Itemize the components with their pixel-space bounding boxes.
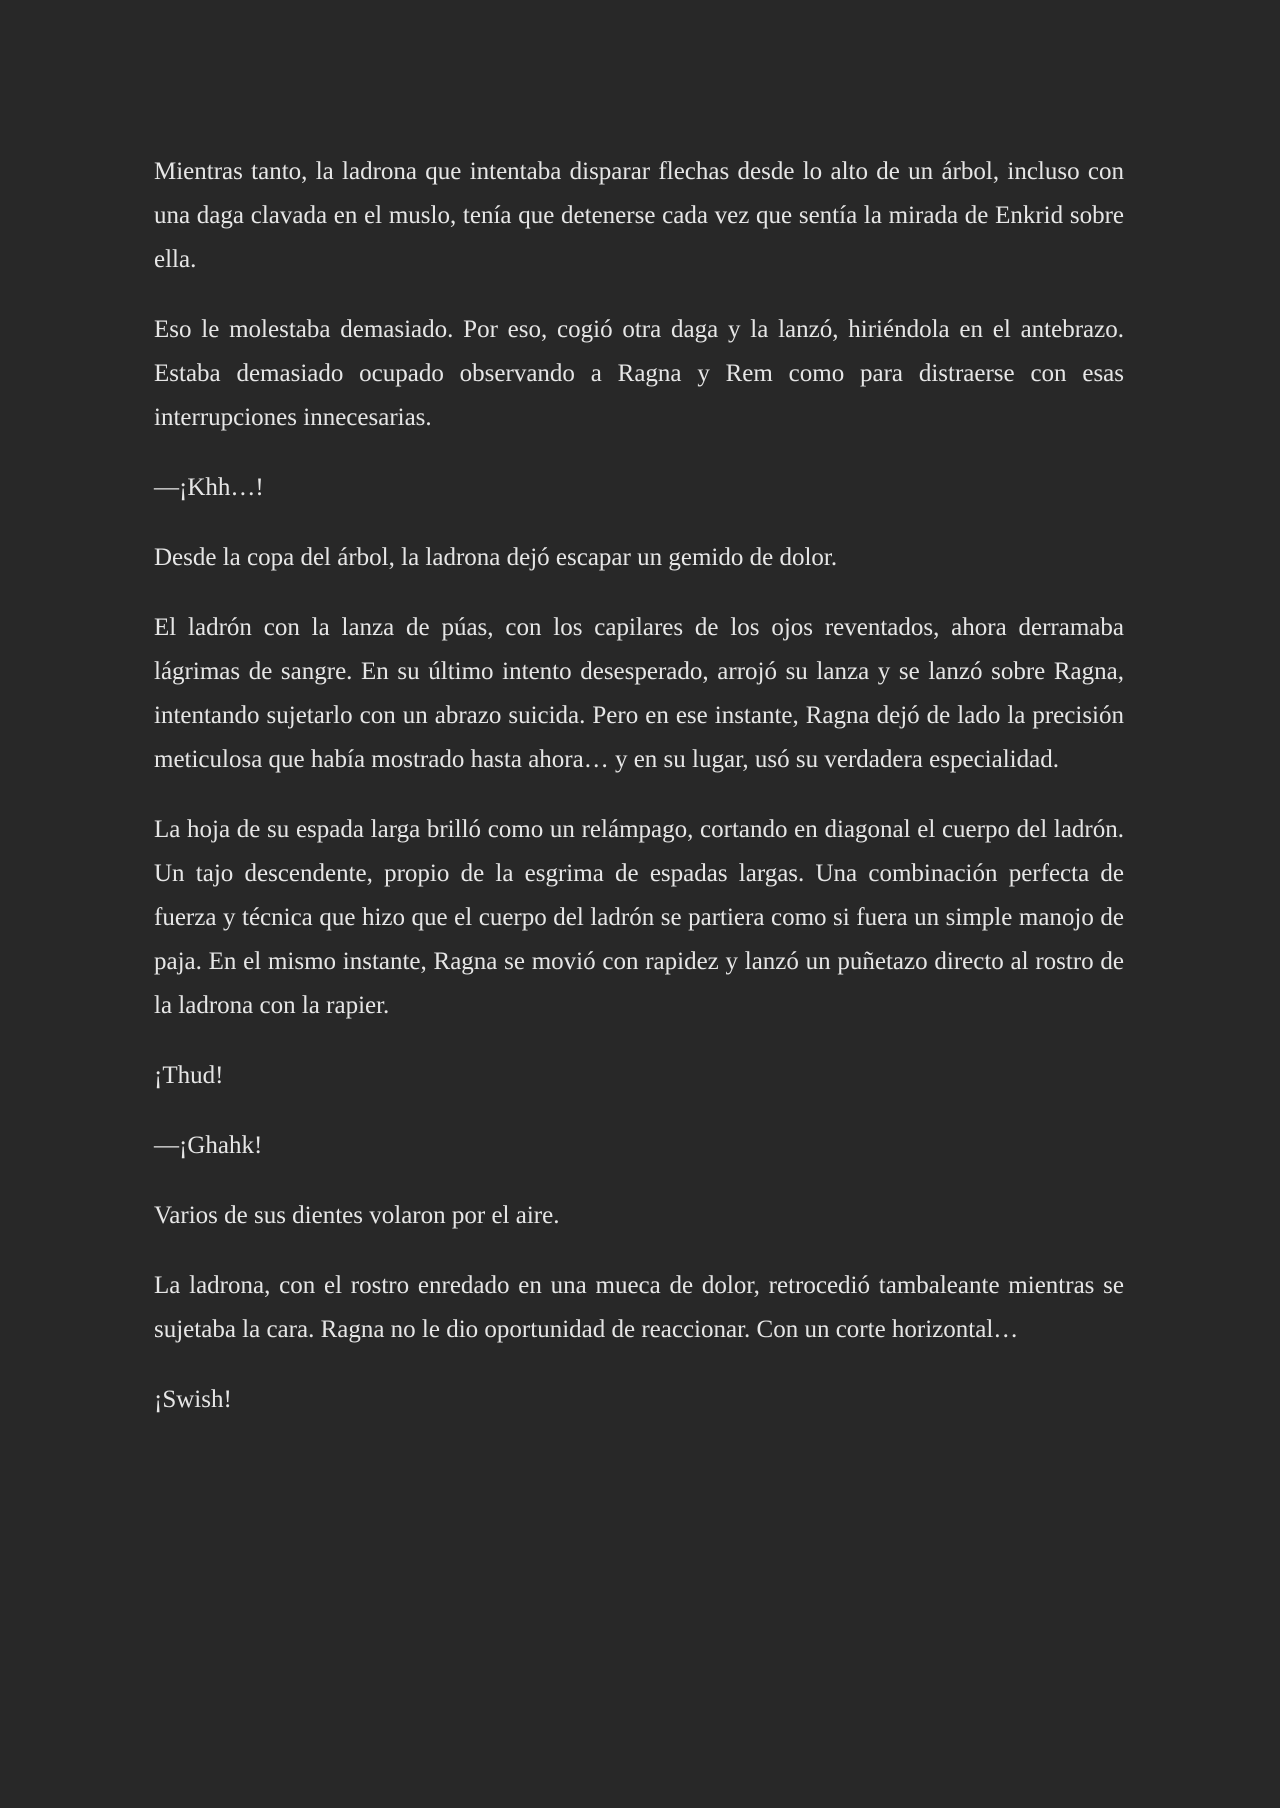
paragraph: Eso le molestaba demasiado. Por eso, cogió otra daga y la lanzó, hiriéndola en el antebrazo. Estaba demasiado ocupado observando a Ragna y Rem como para distraerse con esas interrupciones innecesarias. (154, 316, 1124, 431)
paragraph: Desde la copa del árbol, la ladrona dejó escapar un gemido de dolor. (154, 544, 838, 571)
paragraph: ¡Thud! (154, 1062, 224, 1089)
paragraph: Mientras tanto, la ladrona que intentaba disparar flechas desde lo alto de un árbol, incluso con una daga clavada en el muslo, tenía que detenerse cada vez que sentía la mirada de Enkrid sobre ella. (154, 158, 1124, 273)
paragraph: —¡Ghahk! (154, 1132, 263, 1159)
paragraph: Varios de sus dientes volaron por el aire. (154, 1202, 560, 1229)
paragraph: La hoja de su espada larga brilló como un relámpago, cortando en diagonal el cuerpo del ladrón. Un tajo descendente, propio de la esgrima de espadas largas. Una combinación perfecta de fuerza y técnica que hizo que el cuerpo del ladrón se partiera como si fuera un simple manojo de paja. En el mismo instante, Ragna se movió con rapidez y lanzó un puñetazo directo al rostro de la ladrona con la rapier. (154, 816, 1124, 1019)
paragraph: ¡Swish! (154, 1386, 232, 1413)
chapter-text (154, 150, 1124, 1448)
paragraph: —¡Khh…! (154, 474, 264, 501)
paragraph: El ladrón con la lanza de púas, con los capilares de los ojos reventados, ahora derramaba lágrimas de sangre. En su último intento desesperado, arrojó su lanza y se lanzó sobre Ragna, intentando sujetarlo con un abrazo suicida. Pero en ese instante, Ragna dejó de lado la precisión meticulosa que había mostrado hasta ahora… y en su lugar, usó su verdadera especialidad. (154, 614, 1124, 773)
paragraph: La ladrona, con el rostro enredado en una mueca de dolor, retrocedió tambaleante mientras se sujetaba la cara. Ragna no le dio oportunidad de reaccionar. Con un corte horizontal… (154, 1272, 1124, 1343)
